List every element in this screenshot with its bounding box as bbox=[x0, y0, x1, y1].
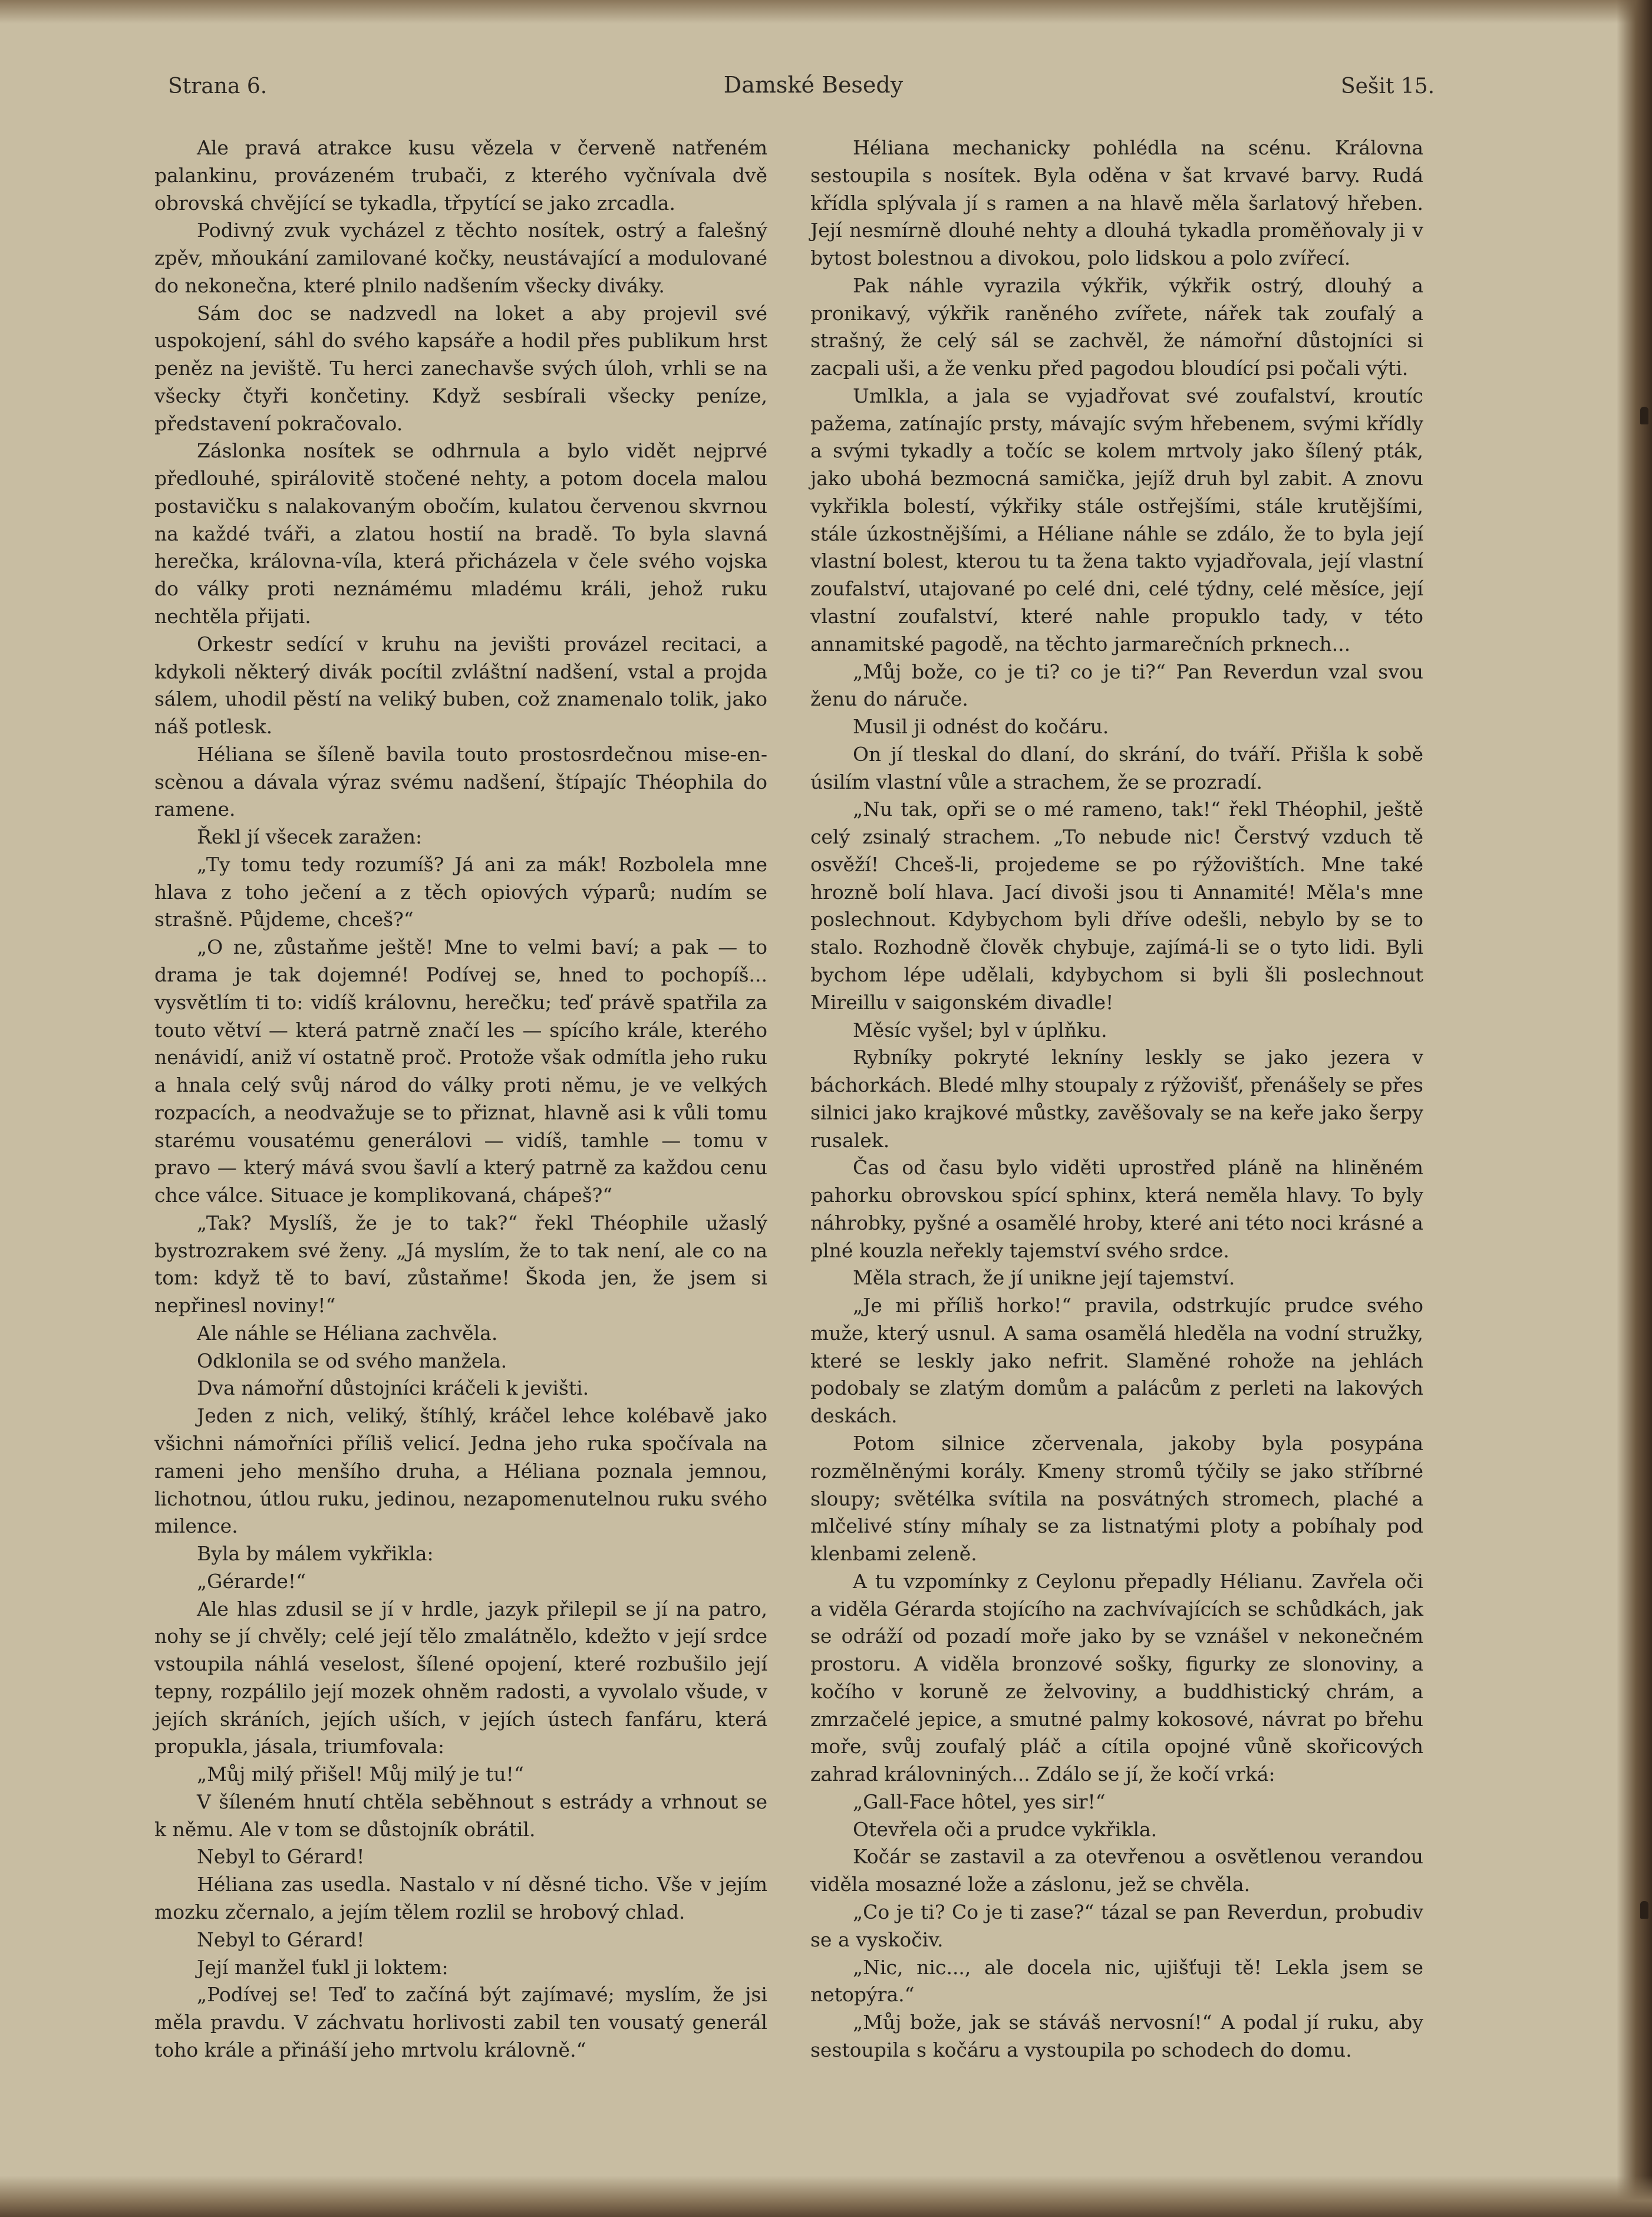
paragraph: Nebyl to Gérard! bbox=[197, 1928, 365, 1951]
paragraph: „Je mi příliš horko!“ pravila, odstrkujíc prudce svého muže, který usnul. A sama osamělá hleděla na vodní stružky, které se leskly jako nefrit. Slaměné rohože na jehlách podobaly se zlatým domům a palácům z perleti na lakových deskách. bbox=[810, 1294, 1423, 1428]
paragraph: Měsíc vyšel; byl v úplňku. bbox=[853, 1018, 1107, 1042]
paragraph: Ale pravá atrakce kusu vězela v červeně natřeném palankinu, provázeném trubači, z kterého vyčnívala dvě obrovská chvějící se tykadla, třpytící se jako zrcadla. bbox=[154, 136, 767, 215]
paragraph: „Gérarde!“ bbox=[197, 1569, 306, 1593]
paragraph: „Můj bože, co je ti? co je ti?“ Pan Reverdun vzal svou ženu do náruče. bbox=[810, 660, 1423, 711]
paragraph: „Podívej se! Teď to začíná být zajímavé; myslím, že jsi měla pravdu. V záchvatu horlivosti zabil ten vousatý generál toho krále a přináší jeho mrtvolu královně.“ bbox=[154, 1983, 767, 2061]
paragraph: Héliana zas usedla. Nastalo v ní děsné ticho. Vše v jejím mozku zčernalo, a jejím tělem rozlil se hrobový chlad. bbox=[154, 1873, 767, 1923]
paragraph: On jí tleskal do dlaní, do skrání, do tváří. Přišla k sobě úsilím vlastní vůle a strachem, že se prozradí. bbox=[810, 742, 1423, 793]
paragraph: Řekl jí všecek zaražen: bbox=[197, 825, 423, 849]
paragraph: A tu vzpomínky z Ceylonu přepadly Hélianu. Zavřela oči a viděla Gérarda stojícího na zachvívajících se schůdkách, jak se odráží od pozadí moře jako by se vznášel v nekonečném prostoru. A viděla bronzové sošky, figurky ze slonoviny, a kočího v koruně ze želvoviny, a buddhistický chrám, a zmrzačelé jepice, a smutné palmy kokosové, návrat po břehu moře, svůj zoufalý pláč a cítila opojné vůně skořicových zahrad královniných... Zdálo se jí, že kočí vrká: bbox=[810, 1569, 1423, 1786]
paragraph: Čas od času bylo viděti uprostřed pláně na hliněném pahorku obrovskou spící sphinx, která neměla hlavy. To byly náhrobky, pyšné a osamělé hroby, které ani této noci krásné a plné kouzla neřekly tajemství svého srdce. bbox=[810, 1156, 1423, 1262]
paragraph: Jeden z nich, veliký, štíhlý, kráčel lehce kolébavě jako všichni námořníci příliš velicí. Jedna jeho ruka spočívala na rameni jeho menšího druha, a Héliana poznala jemnou, lichotnou, útlou ruku, jedinou, nezapomenutelnou ruku svého milence. bbox=[154, 1404, 767, 1538]
paragraph: Pak náhle vyrazila výkřik, výkřik ostrý, dlouhý a pronikavý, výkřik raněného zvířete, nářek tak zoufalý a strašný, že celý sál se zachvěl, že námořní důstojníci si zacpali uši, a že venku před pagodou bloudící psi počali výti. bbox=[810, 274, 1423, 380]
page-right-binding-shadow bbox=[1617, 0, 1652, 2217]
paragraph: Héliana mechanicky pohlédla na scénu. Královna sestoupila s nosítek. Byla oděna v šat krvavé barvy. Rudá křídla splývala jí s ramen a na hlavě měla šarlatový hřeben. Její nesmírně dlouhé nehty a dlouhá tykadla proměňovaly ji v bytost bolestnou a divokou, polo lidskou a polo zvířecí. bbox=[810, 136, 1423, 270]
paragraph: „O ne, zůstaňme ještě! Mne to velmi baví; a pak — to drama je tak dojemné! Podívej se, hned to pochopíš... vysvětlím ti to: vidíš královnu, herečku; teď právě spatřila za touto větví — která patrně značí les — spícího krále, kterého nenávidí, aniž ví ostatně proč. Protože však odmítla jeho ruku a hnala celý svůj národ do války proti němu, je ve velkých rozpacích, a neodvažuje se to přiznat, hlavně asi k vůli tomu starému vousatému generálovi — vidíš, tamhle — tomu v pravo — který mává svou šavlí a který patrně za každou cenu chce válce. Situace je komplikovaná, chápeš?“ bbox=[154, 935, 767, 1207]
paragraph: Rybníky pokryté lekníny leskly se jako jezera v báchorkách. Bledé mlhy stoupaly z rýžovišť, přenášely se přes silnici jako krajkové můstky, zavěšovaly se na keře jako šerpy rusalek. bbox=[810, 1046, 1423, 1152]
paragraph: „Můj milý přišel! Můj milý je tu!“ bbox=[197, 1763, 524, 1786]
paragraph: „Tak? Myslíš, že je to tak?“ řekl Théophile užaslý bystrozrakem své ženy. „Já myslím, že to tak není, ale co na tom: když tě to baví, zůstaňme! Škoda jen, že jsem si nepřinesl noviny!“ bbox=[154, 1211, 767, 1317]
paragraph: Ale hlas zdusil se jí v hrdle, jazyk přilepil se jí na patro, nohy se jí chvěly; celé její tělo zmalátnělo, kdežto v její srdce vstoupila náhlá veselost, šílené opojení, které rozbušilo její tepny, rozpálilo její mozek ohněm radosti, a vyvolalo všude, v jejích skráních, jejích uších, v jejích ústech fanfáru, která propukla, jásala, triumfovala: bbox=[154, 1597, 767, 1758]
right-text-column bbox=[810, 134, 1423, 2064]
paragraph: Héliana se šíleně bavila touto prostosrdečnou mise-en-scènou a dávala výraz svému nadšení, štípajíc Théophila do ramene. bbox=[154, 742, 767, 821]
paragraph: Kočár se zastavil a za otevřenou a osvětlenou verandou viděla mosazné lože a záslonu, jež se chvěla. bbox=[810, 1845, 1423, 1896]
page-top-shadow bbox=[0, 0, 1652, 24]
paragraph: Musil ji odnést do kočáru. bbox=[853, 715, 1109, 739]
page-number: Strana 6. bbox=[168, 74, 268, 98]
paragraph: „Nic, nic..., ale docela nic, ujišťuji tě! Lekla jsem se netopýra.“ bbox=[810, 1955, 1423, 2007]
paragraph: Sám doc se nadzvedl na loket a aby projevil své uspokojení, sáhl do svého kapsáře a hodil přes publikum hrst peněz na jeviště. Tu herci zanechavše svých úloh, vrhli se na všecky čtyři končetiny. Když sesbírali všecky peníze, představení pokračovalo. bbox=[154, 301, 767, 435]
paragraph: Podivný zvuk vycházel z těchto nosítek, ostrý a falešný zpěv, mňoukání zamilované kočky, neustávající a modulované do nekonečna, které plnilo nadšením všecky diváky. bbox=[154, 219, 767, 297]
left-text-column bbox=[154, 134, 767, 2064]
paragraph: Ale náhle se Héliana zachvěla. bbox=[197, 1321, 498, 1345]
page-bottom-shadow bbox=[0, 2176, 1652, 2217]
paragraph: „Co je ti? Co je ti zase?“ tázal se pan Reverdun, probudiv se a vyskočiv. bbox=[810, 1900, 1423, 1951]
paragraph: Měla strach, že jí unikne její tajemství. bbox=[853, 1266, 1235, 1290]
issue-number: Sešit 15. bbox=[1341, 74, 1435, 98]
paragraph: Potom silnice zčervenala, jakoby byla posypána rozmělněnými korály. Kmeny stromů týčily se jako stříbrné sloupy; světélka svítila na posvátných stromech, plaché a mlčelivé stíny míhaly se za listnatými ploty a pobíhaly pod klenbami zeleně. bbox=[810, 1431, 1423, 1566]
paragraph: Orkestr sedící v kruhu na jevišti provázel recitaci, a kdykoli některý divák pocítil zvláštní nadšení, vstal a projda sálem, uhodil pěstí na veliký buben, což znamenalo tolik, jako náš potlesk. bbox=[154, 632, 767, 739]
paragraph: V šíleném hnutí chtěla seběhnout s estrády a vrhnout se k němu. Ale v tom se důstojník obrátil. bbox=[154, 1790, 767, 1841]
paragraph: „Můj bože, jak se stáváš nervosní!“ A podal jí ruku, aby sestoupila s kočáru a vystoupila po schodech do domu. bbox=[810, 2011, 1423, 2061]
paragraph: „Ty tomu tedy rozumíš? Já ani za mák! Rozbolela mne hlava z toho ječení a z těch opiových výparů; nudím se strašně. Půjdeme, chceš?“ bbox=[154, 852, 767, 931]
paragraph: „Gall-Face hôtel, yes sir!“ bbox=[853, 1790, 1106, 1813]
paragraph: Nebyl to Gérard! bbox=[197, 1845, 365, 1869]
paragraph: Byla by málem vykřikla: bbox=[197, 1542, 434, 1566]
paragraph: Dva námořní důstojníci kráčeli k jevišti. bbox=[197, 1376, 589, 1400]
paragraph: „Nu tak, opři se o mé rameno, tak!“ řekl Théophil, ještě celý zsinalý strachem. „To nebude nic! Čerstvý vzduch tě osvěží! Chceš-li, projedeme se po rýžovištích. Mne také hrozně bolí hlava. Jací divoši jsou ti Annamité! Měla's mne poslechnout. Kdybychom byli dříve odešli, nebylo by se to stalo. Rozhodně člověk chybuje, zajímá-li se o tyto lidi. Byli bychom lépe udělali, kdybychom si byli šli poslechnout Mireillu v saigonském divadle! bbox=[810, 798, 1423, 1014]
paragraph: Její manžel ťukl ji loktem: bbox=[197, 1955, 449, 1979]
paragraph: Otevřela oči a prudce vykřikla. bbox=[853, 1817, 1158, 1841]
paragraph: Umlkla, a jala se vyjadřovat své zoufalství, kroutíc pažema, zatínajíc prsty, mávajíc svým hřebenem, svými křídly a svými tykadly a točíc se kolem mrtvoly jako šílený pták, jako ubohá bezmocná samička, jejíž druh byl zabit. A znovu vykřikla bolestí, výkřiky stále ostřejšími, stále krutějšími, stále úzkostnějšími, a Héliane náhle se zdálo, že to byla její vlastní bolest, kterou tu ta žena takto vyjadřovala, její vlastní zoufalství, utajované po celé dni, celé týdny, celé měsíce, její vlastní zoufalství, které nahle propuklo tady, v této annamitské pagodě, na těchto jarmarečních prknech... bbox=[810, 384, 1423, 655]
binding-clip-mark bbox=[1640, 407, 1648, 424]
paragraph: Odklonila se od svého manžela. bbox=[197, 1349, 507, 1372]
magazine-title: Damské Besedy bbox=[723, 72, 904, 98]
paragraph: Záslonka nosítek se odhrnula a bylo vidět nejprvé předlouhé, spirálovitě stočené nehty, a potom docela malou postavičku s nalakovaným obočím, kulatou červenou skvrnou na každé tváři, a zlatou hostií na bradě. To byla slavná herečka, královna-víla, která přicházela v čele svého vojska do války proti neznámému mladému králi, jehož ruku nechtěla přijati. bbox=[154, 439, 767, 628]
binding-clip-mark bbox=[1640, 1901, 1648, 1919]
